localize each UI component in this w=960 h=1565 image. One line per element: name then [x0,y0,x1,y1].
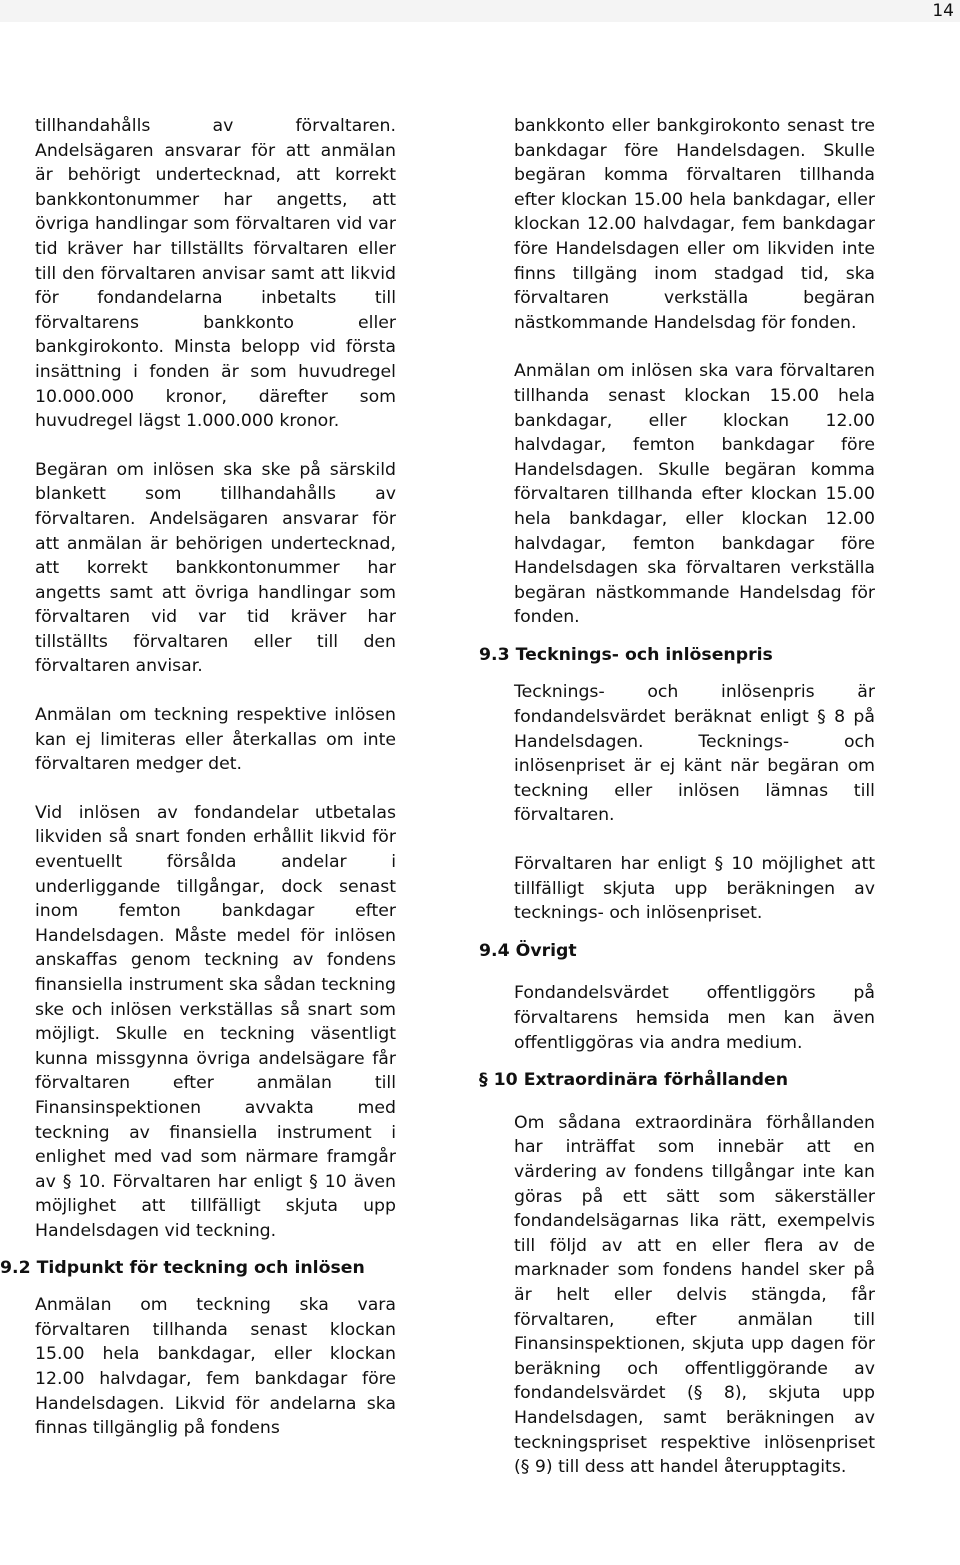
paragraph-price: Tecknings- och inlösenpris är fondandelsvärdet beräknat enligt § 8 på Handelsdagen. Tecknings- och inlösenpriset är ej känt när begäran om teckning eller inlösen lämnas till förvaltaren. [514,682,875,826]
paragraph-subscription-deadline: Anmälan om teckning ska vara förvaltaren tillhanda senast klockan 15.00 hela bankdagar, eller klockan 12.00 halvdagar, fem bankdagar före Handelsdagen. Likvid för andelarna ska finnas tillgänglig på fondens [35,1295,396,1439]
paragraph-no-limitation: Anmälan om teckning respektive inlösen kan ej limiteras eller återkallas om inte förvaltaren medger det. [35,705,396,775]
page-number: 14 [0,0,960,22]
heading-9-4: 9.4 Övrigt [479,940,577,961]
heading-10: § 10 Extraordinära förhållanden [479,1070,789,1091]
paragraph-redemption-deadline: Anmälan om inlösen ska vara förvaltaren tillhanda senast klockan 15.00 hela bankdagar, eller klockan 12.00 halvdagar, femton bankdagar före Handelsdagen. Skulle begäran komma förvaltaren tillhanda efter klockan 15.00 hela bankdagar, eller klockan 12.00 halvdagar, femton bankdagar före Handelsdagen ska förvaltaren verkställa begäran nästkommande Handelsdag för fonden. [514,361,875,628]
paragraph-bank-account-deadline: bankkonto eller bankgirokonto senast tre bankdagar före Handelsdagen. Skulle begäran komma förvaltaren tillhanda efter klockan 15.00 hela bankdagar, eller klockan 12.00 halvdagar, fem bankdagar före Handelsdagen eller om likviden inte finns tillgäng inom stadgad tid, ska förvaltaren verkställa begäran nästkommande Handelsdag för fonden. [514,116,875,333]
right-column [479,114,875,1480]
paragraph-redemption-request: Begäran om inlösen ska ske på särskild blankett som tillhandahålls av förvaltaren. Andelsägaren ansvarar för att anmälan är behörigen undertecknad, att korrekt bankkontonummer har angetts samt att övriga handlingar som förvaltaren vid var tid kräver har tillställts förvaltaren eller till den förvaltaren anvisar. [35,459,396,677]
paragraph-publication: Fondandelsvärdet offentliggörs på förvaltarens hemsida men kan även offentliggöras via andra medium. [514,983,875,1053]
paragraph-price-postpone: Förvaltaren har enligt § 10 möjlighet att tillfälligt skjuta upp beräkningen av tecknings- och inlösenpriset. [514,854,875,924]
paragraph-redemption-payment: Vid inlösen av fondandelar utbetalas likviden så snart fonden erhållit likvid för eventuellt försålda andelar i underliggande tillgångar, dock senast inom femton bankdagar efter Handelsdagen. Måste medel för inlösen anskaffas genom teckning av fondens finansiella instrument ska sådan teckning ske och inlösen verkställas så snart som möjligt. Skulle en teckning väsentligt kunna missgynna övriga andelsägare får förvaltaren efter anmälan till Finansinspektionen avvakta med teckning av finansiella instrument i enlighet med vad som närmare framgår av § 10. Förvaltaren har enligt § 10 även möjlighet att tillfälligt skjuta upp Handelsdagen vid teckning. [35,802,396,1241]
heading-9-3: 9.3 Tecknings- och inlösenpris [479,644,773,665]
paragraph-subscription-responsibility: tillhandahålls av förvaltaren. Andelsägaren ansvarar för att anmälan är behörigt undertecknad, att korrekt bankkontonummer har angetts, att övriga handlingar som förvaltaren vid var tid kräver har tillställts förvaltaren eller till den förvaltaren anvisar samt att likvid för fondandelarna inbetalts till förvaltarens bankkonto eller bankgirokonto. Minsta belopp vid första insättning i fonden är som huvudregel 10.000.000 kronor, därefter som huvudregel lägst 1.000.000 kronor. [35,116,396,432]
heading-9-2: 9.2 Tidpunkt för teckning och inlösen [0,1257,365,1278]
left-column [0,114,396,1441]
paragraph-extraordinary: Om sådana extraordinära förhållanden har inträffat som innebär att en värdering av fondens tillgångar inte kan göras på ett sätt som säkerställer fondandelsägarnas lika rätt, exempelvis till följd av att en eller flera av de marknader som fondens handel sker på är helt eller delvis stängda, får förvaltaren, efter anmälan till Finansinspektionen, skjuta upp dagen för beräkning och offentliggörande av fondandelsvärdet (§ 8), skjuta upp Handelsdagen, samt beräkningen av teckningspriset respektive inlösenpriset (§ 9) till dess att handel återupptagits. [514,1112,875,1478]
